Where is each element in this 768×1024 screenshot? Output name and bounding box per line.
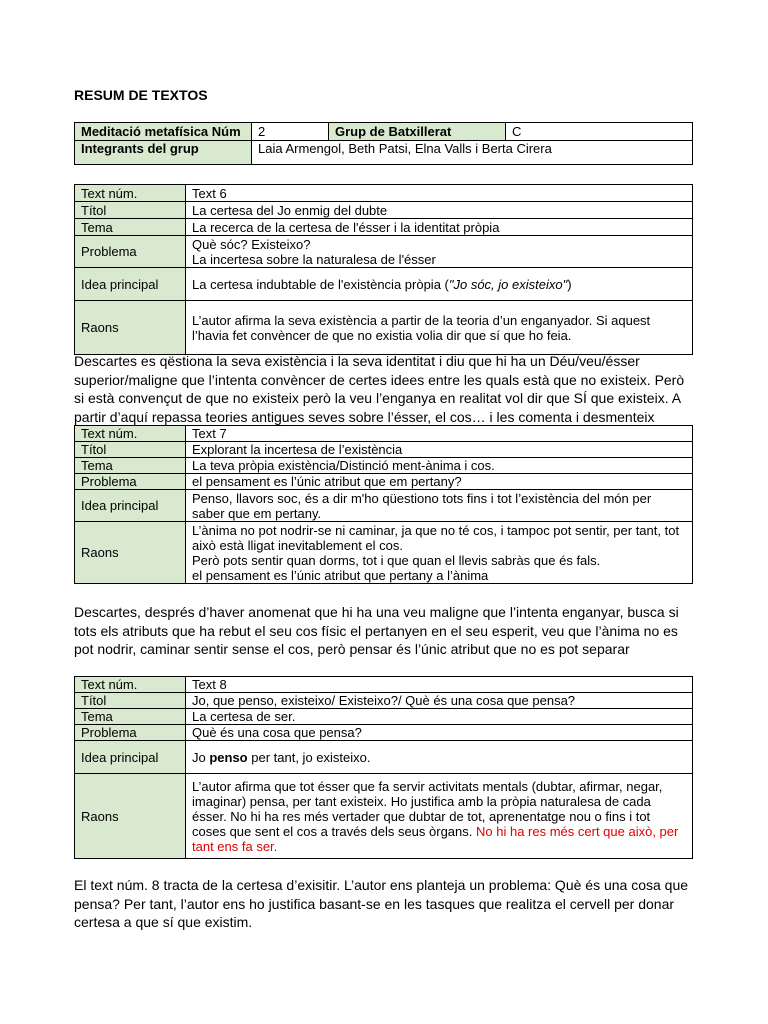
text8-raons-highlight: No hi ha res més cert que això, per tant ens fa ser.: [192, 823, 679, 854]
paragraph-1: Descartes es qëstiona la seva existència i la seva identitat i diu que hi ha un Déu/veu/ésser superior/maligne que l’intenta convèncer de certes idees entre les quals està que no existeix. Però si està convençut de que no existeix però la veu l’enganya en realitat vol dir que SÍ que existeix. A partir d’aquí repassa teories antigues seves sobre l’ésser, el cos… i les comenta i desmenteix: [74, 353, 685, 425]
text6-idea-pre: La certesa indubtable de l'existència pròpia (: [192, 276, 449, 292]
text6-problema-label: Problema: [75, 236, 186, 268]
meditacio-value: 2: [252, 123, 329, 141]
text6-idea: [186, 268, 693, 301]
text7-num: Text 7: [186, 426, 693, 442]
header-table: [74, 122, 693, 165]
text7-titol-label: Títol: [75, 442, 186, 458]
text8-idea-pre: Jo: [192, 749, 210, 765]
text7-titol: Explorant la incertesa de l’existència: [186, 442, 693, 458]
integrants-label: Integrants del grup: [75, 141, 252, 165]
text7-problema-label: Problema: [75, 474, 186, 490]
text6-titol-label: Títol: [75, 202, 186, 219]
text6-problema-line1: Què sóc? Existeixo?: [192, 236, 311, 252]
text6-tema-label: Tema: [75, 219, 186, 236]
text8-idea: [186, 741, 693, 774]
text8-idea-post: per tant, jo existeixo.: [247, 749, 371, 765]
text7-tema: La teva pròpia existència/Distinció ment-ànima i cos.: [186, 458, 693, 474]
text6-idea-post: ): [567, 276, 572, 292]
text7-idea: Penso, llavors soc, és a dir m'ho qüestiono tots fins i tot l’existència del món per saber que em pertany.: [186, 490, 693, 522]
text6-titol: La certesa del Jo enmig del dubte: [186, 202, 693, 219]
text7-table: [74, 425, 693, 584]
text7-problema: el pensament es l’únic atribut que em pertany?: [186, 474, 693, 490]
text7-num-label: Text núm.: [75, 426, 186, 442]
text6-tema: La recerca de la certesa de l'ésser i la identitat pròpia: [186, 219, 693, 236]
text8-raons: [186, 774, 693, 859]
text6-idea-quote: "Jo sóc, jo existeixo": [448, 276, 568, 292]
text8-raons-text: L’autor afirma que tot ésser que fa servir activitats mentals (dubtar, afirmar, negar, imaginar) pensa, per tant existeix. Ho justifica amb la pròpia naturalesa de cada ésser. No hi ha res més vertader que dubtar de tot, aprenentatge nou o fins i tot coses que sent el cos a través dels seus òrgans.: [192, 778, 663, 839]
text8-problema: Què és una cosa que pensa?: [186, 725, 693, 741]
text6-num-label: Text núm.: [75, 185, 186, 202]
text8-idea-label: Idea principal: [75, 741, 186, 774]
integrants-value: Laia Armengol, Beth Patsi, Elna Valls i Berta Cirera: [252, 141, 693, 165]
text7-raons-label: Raons: [75, 522, 186, 584]
text8-tema: La certesa de ser.: [186, 709, 693, 725]
text6-raons-label: Raons: [75, 301, 186, 355]
text8-titol: Jo, que penso, existeixo/ Existeixo?/ Què és una cosa que pensa?: [186, 693, 693, 709]
text8-idea-bold: penso: [209, 749, 248, 765]
text7-raons-line1: L’ànima no pot nodrir-se ni caminar, ja que no té cos, i tampoc pot sentir, per tant, tot això està lligat inevitablement el cos.: [192, 522, 680, 553]
text8-num-label: Text núm.: [75, 677, 186, 693]
text8-problema-label: Problema: [75, 725, 186, 741]
page-title: RESUM DE TEXTOS: [74, 87, 208, 103]
text6-problema-line2: La incertesa sobre la naturalesa de l'ésser: [192, 251, 436, 267]
text8-num: Text 8: [186, 677, 693, 693]
text7-raons-line3: el pensament es l’únic atribut que pertany a l’ànima: [192, 567, 489, 583]
text6-raons: L’autor afirma la seva existència a partir de la teoria d’un enganyador. Si aquest l’havia fet convèncer de que no existia volia dir que sí que ho feia.: [186, 301, 693, 355]
text7-tema-label: Tema: [75, 458, 186, 474]
text8-table: [74, 676, 693, 859]
text7-idea-label: Idea principal: [75, 490, 186, 522]
text7-raons: [186, 522, 693, 584]
text7-raons-line2: Però pots sentir quan dorms, tot i que quan el llevis sabràs que és fals.: [192, 552, 601, 568]
grup-label: Grup de Batxillerat: [329, 123, 506, 141]
text8-titol-label: Títol: [75, 693, 186, 709]
paragraph-3: El text núm. 8 tracta de la certesa d’exisitir. L’autor ens planteja un problema: Què és una cosa que pensa? Per tant, l’autor ens ho justifica basant-se en les tasques que realitza el cervell per donar certesa a que sí que existim.: [74, 877, 689, 930]
text6-idea-label: Idea principal: [75, 268, 186, 301]
text6-num: Text 6: [186, 185, 693, 202]
meditacio-label: Meditació metafísica Núm: [75, 123, 252, 141]
paragraph-2: Descartes, després d’haver anomenat que hi ha una veu maligne que l’intenta enganyar, busca si tots els atributs que ha rebut el seu cos físic el pertanyen en el seu esperit, veu que l’ànima no es pot nodrir, caminar sentir sense el cos, però pensar és l’únic atribut que no es pot separar: [74, 604, 679, 657]
text8-tema-label: Tema: [75, 709, 186, 725]
grup-value: C: [506, 123, 693, 141]
text6-problema: [186, 236, 693, 268]
text6-table: [74, 184, 693, 355]
text8-raons-label: Raons: [75, 774, 186, 859]
